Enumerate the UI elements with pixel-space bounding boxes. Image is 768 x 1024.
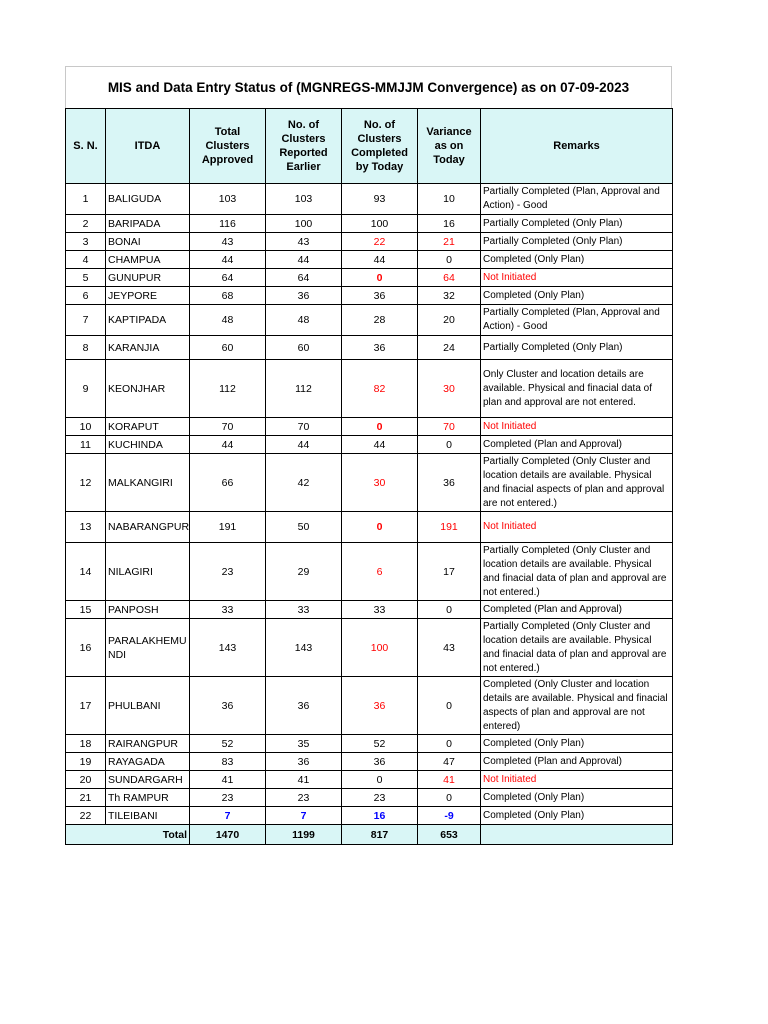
table-row: [66, 619, 673, 677]
cell-reported: 42: [266, 454, 342, 512]
cell-variance: 64: [418, 269, 481, 287]
cell-itda: KAPTIPADA: [106, 305, 190, 336]
cell-sn: 4: [66, 251, 106, 269]
cell-variance: 70: [418, 418, 481, 436]
report-sheet: [65, 66, 672, 845]
cell-sn: 18: [66, 735, 106, 753]
cell-itda: KORAPUT: [106, 418, 190, 436]
cell-remarks: Completed (Only Cluster and location details are available. Physical and finacial aspects of plan and approval are not entered): [481, 677, 673, 735]
cell-sn: 9: [66, 360, 106, 418]
total-reported: 1199: [266, 825, 342, 845]
cell-completed: 36: [342, 287, 418, 305]
table-row: [66, 305, 673, 336]
cell-variance: 21: [418, 233, 481, 251]
cell-itda: MALKANGIRI: [106, 454, 190, 512]
cell-sn: 21: [66, 789, 106, 807]
cell-variance: 32: [418, 287, 481, 305]
cell-variance: 0: [418, 601, 481, 619]
cell-remarks: Not Initiated: [481, 771, 673, 789]
cell-itda: KUCHINDA: [106, 436, 190, 454]
table-row: [66, 771, 673, 789]
header-remarks: Remarks: [481, 109, 673, 184]
cell-remarks: Completed (Plan and Approval): [481, 753, 673, 771]
cell-variance: 17: [418, 543, 481, 601]
table-row: [66, 336, 673, 360]
cell-itda: Th RAMPUR: [106, 789, 190, 807]
cell-sn: 17: [66, 677, 106, 735]
cell-variance: 20: [418, 305, 481, 336]
table-row: [66, 215, 673, 233]
cell-reported: 100: [266, 215, 342, 233]
cell-total: 33: [190, 601, 266, 619]
cell-remarks: Completed (Only Plan): [481, 251, 673, 269]
cell-total: 23: [190, 543, 266, 601]
cell-sn: 12: [66, 454, 106, 512]
cell-total: 68: [190, 287, 266, 305]
cell-completed: 36: [342, 677, 418, 735]
cell-total: 36: [190, 677, 266, 735]
cell-reported: 43: [266, 233, 342, 251]
cell-total: 43: [190, 233, 266, 251]
cell-sn: 16: [66, 619, 106, 677]
table-row: [66, 512, 673, 543]
total-row: [66, 825, 673, 845]
cell-remarks: Completed (Only Plan): [481, 735, 673, 753]
cell-remarks: Completed (Only Plan): [481, 287, 673, 305]
cell-completed: 23: [342, 789, 418, 807]
cell-itda: NABARANGPUR: [106, 512, 190, 543]
header-reported: No. of Clusters Reported Earlier: [266, 109, 342, 184]
cell-itda: TILEIBANI: [106, 807, 190, 825]
cell-total: 103: [190, 184, 266, 215]
header-variance: Variance as on Today: [418, 109, 481, 184]
cell-sn: 2: [66, 215, 106, 233]
cell-remarks: Partially Completed (Only Plan): [481, 336, 673, 360]
cell-remarks: Not Initiated: [481, 512, 673, 543]
cell-total: 70: [190, 418, 266, 436]
cell-reported: 143: [266, 619, 342, 677]
cell-total: 48: [190, 305, 266, 336]
cell-variance: -9: [418, 807, 481, 825]
cell-remarks: Only Cluster and location details are available. Physical and finacial data of plan and approval are not entered.: [481, 360, 673, 418]
cell-sn: 7: [66, 305, 106, 336]
cell-variance: 36: [418, 454, 481, 512]
cell-total: 44: [190, 436, 266, 454]
total-remarks: [481, 825, 673, 845]
cell-itda: RAIRANGPUR: [106, 735, 190, 753]
cell-remarks: Completed (Plan and Approval): [481, 436, 673, 454]
cell-completed: 36: [342, 336, 418, 360]
cell-sn: 10: [66, 418, 106, 436]
cell-total: 116: [190, 215, 266, 233]
cell-sn: 1: [66, 184, 106, 215]
cell-itda: KEONJHAR: [106, 360, 190, 418]
cell-total: 83: [190, 753, 266, 771]
cell-itda: BONAI: [106, 233, 190, 251]
cell-reported: 112: [266, 360, 342, 418]
table-row: [66, 360, 673, 418]
table-row: [66, 269, 673, 287]
cell-sn: 22: [66, 807, 106, 825]
cell-total: 66: [190, 454, 266, 512]
header-row: [66, 109, 673, 184]
table-row: [66, 287, 673, 305]
cell-reported: 36: [266, 677, 342, 735]
cell-remarks: Not Initiated: [481, 269, 673, 287]
header-completed: No. of Clusters Completed by Today: [342, 109, 418, 184]
header-sn: S. N.: [66, 109, 106, 184]
cell-remarks: Partially Completed (Only Cluster and location details are available. Physical and finacial aspects of plan and approval are not entered.): [481, 454, 673, 512]
cell-remarks: Not Initiated: [481, 418, 673, 436]
cell-reported: 60: [266, 336, 342, 360]
cell-remarks: Completed (Plan and Approval): [481, 601, 673, 619]
cell-completed: 0: [342, 269, 418, 287]
table-row: [66, 418, 673, 436]
cell-total: 7: [190, 807, 266, 825]
cell-sn: 8: [66, 336, 106, 360]
cell-completed: 33: [342, 601, 418, 619]
cell-remarks: Partially Completed (Only Plan): [481, 233, 673, 251]
cell-variance: 10: [418, 184, 481, 215]
cell-remarks: Partially Completed (Only Cluster and location details are available. Physical and finacial data of plan and approval are not entered.): [481, 619, 673, 677]
cell-remarks: Partially Completed (Plan, Approval and Action) - Good: [481, 305, 673, 336]
cell-itda: BARIPADA: [106, 215, 190, 233]
cell-reported: 36: [266, 287, 342, 305]
table-row: [66, 601, 673, 619]
cell-completed: 100: [342, 619, 418, 677]
cell-sn: 15: [66, 601, 106, 619]
cell-total: 64: [190, 269, 266, 287]
cell-completed: 44: [342, 436, 418, 454]
cell-completed: 52: [342, 735, 418, 753]
table-row: [66, 807, 673, 825]
cell-sn: 20: [66, 771, 106, 789]
cell-sn: 14: [66, 543, 106, 601]
table-row: [66, 184, 673, 215]
cell-completed: 6: [342, 543, 418, 601]
table-row: [66, 543, 673, 601]
report-title: MIS and Data Entry Status of (MGNREGS-MMJJM Convergence) as on 07-09-2023: [65, 66, 672, 108]
cell-variance: 0: [418, 789, 481, 807]
cell-itda: PANPOSH: [106, 601, 190, 619]
cell-reported: 35: [266, 735, 342, 753]
table-row: [66, 233, 673, 251]
cell-sn: 3: [66, 233, 106, 251]
cell-reported: 44: [266, 251, 342, 269]
cell-reported: 103: [266, 184, 342, 215]
cell-completed: 93: [342, 184, 418, 215]
table-row: [66, 436, 673, 454]
cell-itda: JEYPORE: [106, 287, 190, 305]
cell-total: 191: [190, 512, 266, 543]
cell-completed: 36: [342, 753, 418, 771]
table-row: [66, 789, 673, 807]
cell-total: 143: [190, 619, 266, 677]
cell-variance: 43: [418, 619, 481, 677]
cell-reported: 70: [266, 418, 342, 436]
cell-variance: 30: [418, 360, 481, 418]
cell-reported: 33: [266, 601, 342, 619]
cell-remarks: Partially Completed (Only Plan): [481, 215, 673, 233]
cell-variance: 47: [418, 753, 481, 771]
table-row: [66, 677, 673, 735]
cell-sn: 13: [66, 512, 106, 543]
cell-total: 23: [190, 789, 266, 807]
cell-itda: NILAGIRI: [106, 543, 190, 601]
cell-variance: 41: [418, 771, 481, 789]
cell-itda: PHULBANI: [106, 677, 190, 735]
header-total: Total Clusters Approved: [190, 109, 266, 184]
table-row: [66, 251, 673, 269]
cell-variance: 24: [418, 336, 481, 360]
cell-total: 52: [190, 735, 266, 753]
cell-remarks: Completed (Only Plan): [481, 807, 673, 825]
total-variance: 653: [418, 825, 481, 845]
cell-variance: 0: [418, 251, 481, 269]
cell-sn: 11: [66, 436, 106, 454]
cell-total: 41: [190, 771, 266, 789]
cell-completed: 22: [342, 233, 418, 251]
cell-variance: 0: [418, 436, 481, 454]
cell-itda: KARANJIA: [106, 336, 190, 360]
table-row: [66, 753, 673, 771]
cell-reported: 29: [266, 543, 342, 601]
cell-total: 60: [190, 336, 266, 360]
cell-reported: 41: [266, 771, 342, 789]
cell-sn: 6: [66, 287, 106, 305]
cell-itda: GUNUPUR: [106, 269, 190, 287]
cell-variance: 0: [418, 677, 481, 735]
cell-reported: 7: [266, 807, 342, 825]
cell-completed: 0: [342, 418, 418, 436]
cell-variance: 191: [418, 512, 481, 543]
cell-remarks: Partially Completed (Only Cluster and location details are available. Physical and finacial data of plan and approval are not entered.): [481, 543, 673, 601]
cell-completed: 28: [342, 305, 418, 336]
cell-itda: SUNDARGARH: [106, 771, 190, 789]
cell-itda: BALIGUDA: [106, 184, 190, 215]
cell-itda: CHAMPUA: [106, 251, 190, 269]
total-approved: 1470: [190, 825, 266, 845]
cell-reported: 64: [266, 269, 342, 287]
total-label: Total: [66, 825, 190, 845]
cell-remarks: Partially Completed (Plan, Approval and Action) - Good: [481, 184, 673, 215]
table-row: [66, 735, 673, 753]
cell-itda: RAYAGADA: [106, 753, 190, 771]
table-row: [66, 454, 673, 512]
total-completed: 817: [342, 825, 418, 845]
cell-variance: 16: [418, 215, 481, 233]
cell-completed: 30: [342, 454, 418, 512]
cell-completed: 16: [342, 807, 418, 825]
cell-reported: 48: [266, 305, 342, 336]
cell-variance: 0: [418, 735, 481, 753]
cell-reported: 50: [266, 512, 342, 543]
cell-total: 112: [190, 360, 266, 418]
cell-sn: 5: [66, 269, 106, 287]
cell-reported: 36: [266, 753, 342, 771]
cell-completed: 82: [342, 360, 418, 418]
cell-reported: 44: [266, 436, 342, 454]
cell-completed: 0: [342, 771, 418, 789]
cell-itda: PARALAKHEMUNDI: [106, 619, 190, 677]
cell-completed: 100: [342, 215, 418, 233]
status-table: [65, 108, 673, 845]
cell-total: 44: [190, 251, 266, 269]
cell-sn: 19: [66, 753, 106, 771]
header-itda: ITDA: [106, 109, 190, 184]
cell-reported: 23: [266, 789, 342, 807]
cell-remarks: Completed (Only Plan): [481, 789, 673, 807]
cell-completed: 0: [342, 512, 418, 543]
cell-completed: 44: [342, 251, 418, 269]
